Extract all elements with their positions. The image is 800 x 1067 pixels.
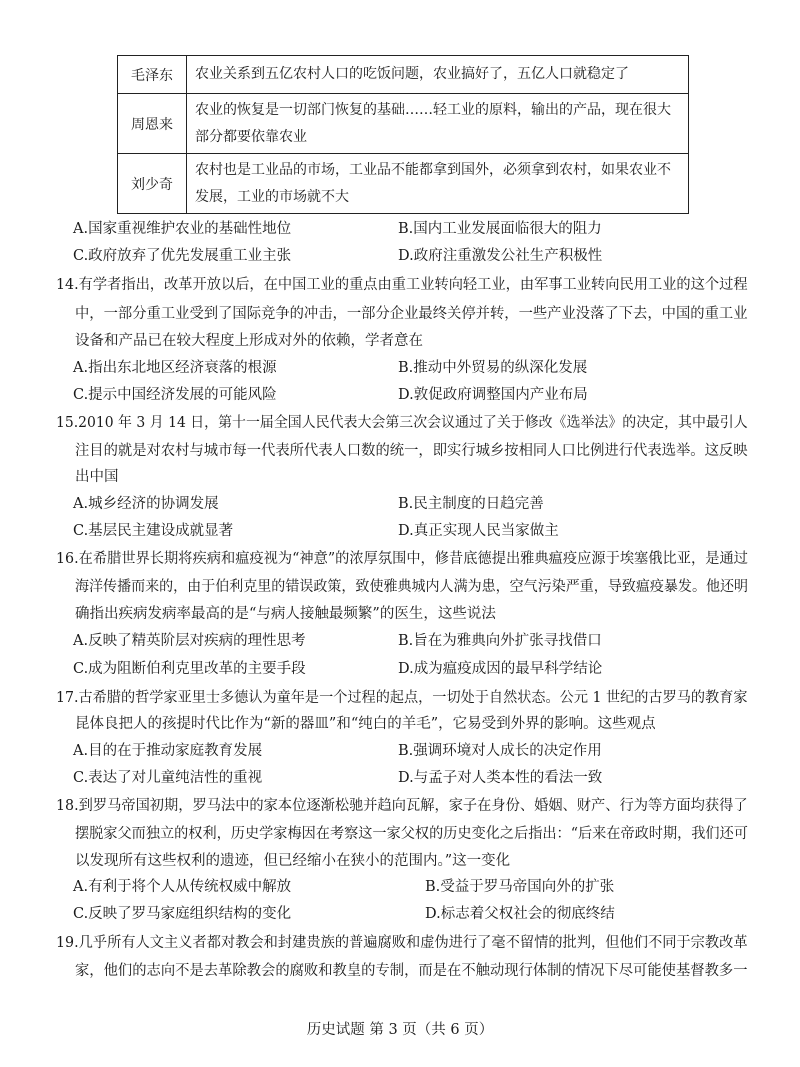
question-text: 14.有学者指出，改革开放以后，在中国工业的重点由重工业转向轻工业，由军事工业转向民用工业的这个过程: [56, 277, 748, 293]
option-b[interactable]: B.国内工业发展面临很大的阻力: [398, 221, 602, 237]
quote-table: [117, 55, 689, 214]
speaker-name: 周恩来: [118, 94, 187, 154]
quote-line: 部分都要依靠农业: [195, 128, 307, 145]
option-d[interactable]: D.标志着父权社会的彻底终结: [425, 906, 615, 922]
question-text: 17.古希腊的哲学家亚里士多德认为童年是一个过程的起点，一切处于自然状态。公元 1 世纪的古罗马的教育家: [56, 690, 748, 706]
option-a[interactable]: A.国家重视维护农业的基础性地位: [73, 221, 292, 237]
question-text: 家，他们的志向不是去革除教会的腐败和教皇的专制，而是在不触动现行体制的情况下尽可能使基督教多一: [75, 963, 748, 979]
table-row: [118, 154, 689, 214]
option-c[interactable]: C.提示中国经济发展的可能风险: [73, 387, 277, 403]
quote-line: 农业关系到五亿农村人口的吃饭问题，农业搞好了，五亿人口就稳定了: [195, 66, 629, 82]
option-b[interactable]: B.强调环境对人成长的决定作用: [398, 743, 602, 759]
quote-line: 农村也是工业品的市场，工业品不能都拿到国外，必须拿到农村，如果农业不: [195, 161, 671, 178]
option-c[interactable]: C.成为阻断伯利克里改革的主要手段: [73, 661, 306, 677]
option-b[interactable]: B.推动中外贸易的纵深化发展: [398, 360, 588, 376]
option-d[interactable]: D.政府注重激发公社生产积极性: [398, 248, 603, 264]
page-footer: 历史试题 第 3 页（共 6 页）: [306, 1022, 494, 1038]
question-text: 以发现所有这些权利的遗迹，但已经缩小在狭小的范围内。”这一变化: [75, 853, 511, 869]
speaker-quote: [187, 56, 689, 94]
option-c[interactable]: C.表达了对儿童纯洁性的重视: [73, 770, 263, 786]
option-a[interactable]: A.目的在于推动家庭教育发展: [73, 743, 263, 759]
speaker-quote: [187, 154, 689, 214]
question-text: 海洋传播而来的，由于伯利克里的错误政策，致使雅典城内人满为患，空气污染严重，导致瘟疫暴发。他还明: [75, 579, 749, 595]
option-a[interactable]: A.城乡经济的协调发展: [73, 496, 219, 512]
option-d[interactable]: D.敦促政府调整国内产业布局: [398, 387, 588, 403]
question-text: 15.2010 年 3 月 14 日，第十一届全国人民代表大会第三次会议通过了关于修改《选举法》的决定，其中最引人: [56, 415, 748, 431]
question-text: 昆体良把人的孩提时代比作为“新的器皿”和“纯白的羊毛”，它易受到外界的影响。这些观点: [75, 716, 656, 732]
option-b[interactable]: B.旨在为雅典向外扩张寻找借口: [398, 633, 602, 649]
option-a[interactable]: A.有利于将个人从传统权威中解放: [73, 879, 292, 895]
option-c[interactable]: C.基层民主建设成就显著: [73, 523, 234, 539]
speaker-name: 刘少奇: [118, 154, 187, 214]
option-a[interactable]: A.指出东北地区经济衰落的根源: [73, 360, 277, 376]
question-text: 16.在希腊世界长期将疾病和瘟疫视为“神意”的浓厚氛围中，修昔底德提出雅典瘟疫应源于埃塞俄比亚，是通过: [56, 551, 748, 567]
option-d[interactable]: D.与孟子对人类本性的看法一致: [398, 770, 603, 786]
question-text: 注目的就是对农村与城市每一代表所代表人口数的统一，即实行城乡按相同人口比例进行代表选举。这反映: [75, 443, 748, 459]
question-text: 摆脱家父而独立的权利，历史学家梅因在考察这一家父权的历史变化之后指出：“后来在帝政时期，我们还可: [75, 826, 748, 842]
option-c[interactable]: C.政府放弃了优先发展重工业主张: [73, 248, 292, 264]
question-text: 出中国: [75, 469, 119, 485]
option-d[interactable]: D.成为瘟疫成因的最早科学结论: [398, 661, 603, 677]
option-b[interactable]: B.受益于罗马帝国向外的扩张: [425, 879, 615, 895]
option-c[interactable]: C.反映了罗马家庭组织结构的变化: [73, 906, 292, 922]
option-b[interactable]: B.民主制度的日趋完善: [398, 496, 544, 512]
option-d[interactable]: D.真正实现人民当家做主: [398, 523, 559, 539]
quote-line: 农业的恢复是一切部门恢复的基础……轻工业的原料，输出的产品，现在很大: [195, 101, 671, 118]
question-text: 设备和产品已在较大程度上形成对外的依赖，学者意在: [75, 333, 423, 349]
table-row: [118, 56, 689, 94]
question-text: 确指出疾病发病率最高的是“与病人接触最频繁”的医生，这些说法: [75, 606, 496, 622]
speaker-quote: [187, 94, 689, 154]
option-a[interactable]: A.反映了精英阶层对疾病的理性思考: [73, 633, 306, 649]
table-row: [118, 94, 689, 154]
question-text: 中，一部分重工业受到了国际竞争的冲击，一部分企业最终关停并转，一些产业没落了下去，中国的重工业: [75, 306, 748, 322]
quote-line: 发展，工业的市场就不大: [195, 188, 349, 205]
speaker-name: 毛泽东: [118, 56, 187, 94]
question-text: 18.到罗马帝国初期，罗马法中的家本位逐渐松驰并趋向瓦解，家子在身份、婚姻、财产、行为等方面均获得了: [56, 798, 748, 814]
question-text: 19.几乎所有人文主义者都对教会和封建贵族的普遍腐败和虚伪进行了毫不留情的批判，但他们不同于宗教改革: [56, 935, 748, 951]
